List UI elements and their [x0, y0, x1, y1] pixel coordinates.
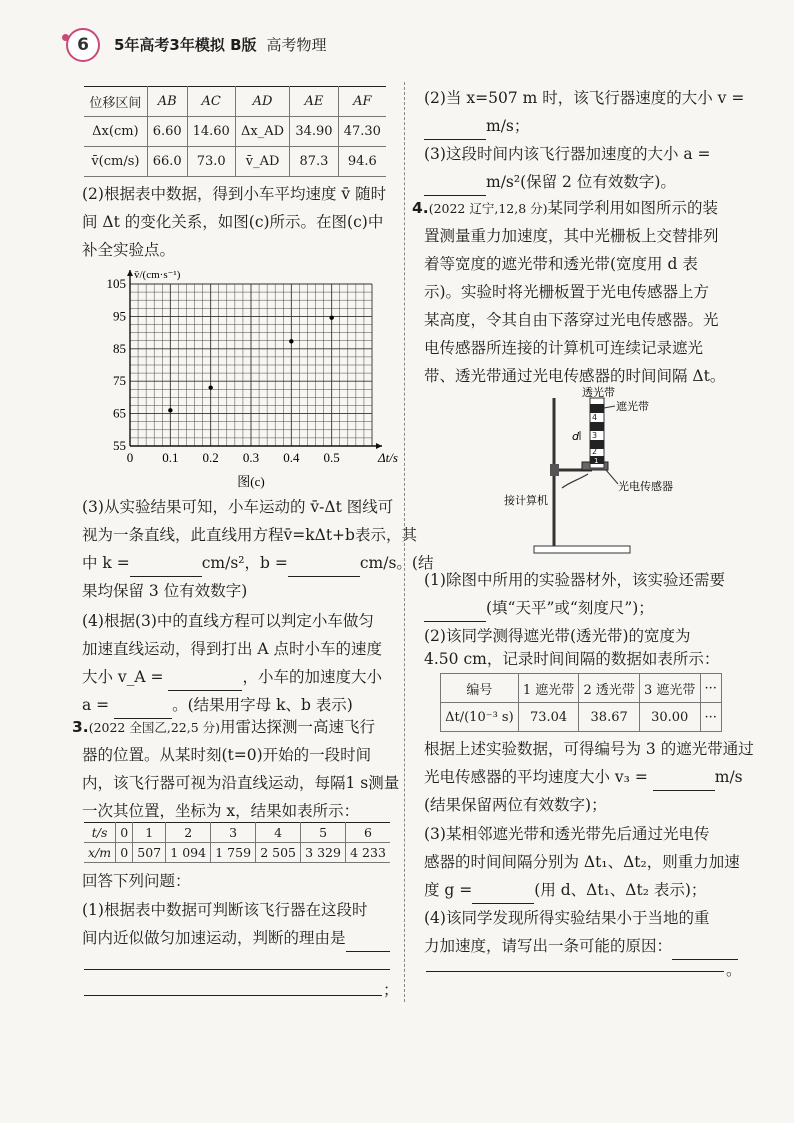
y-tick-label: 55 — [113, 438, 126, 453]
table-cell: 6.60 — [147, 117, 187, 147]
reason-answer-line[interactable] — [84, 968, 390, 970]
block-band — [590, 404, 604, 413]
table-cell: AF — [338, 87, 386, 117]
v3-blank[interactable] — [653, 772, 715, 791]
x-axis-arrow — [376, 443, 382, 449]
semicolon: ； — [383, 981, 399, 999]
table-cell: 94.6 — [338, 147, 386, 177]
text: 度 g = — [424, 881, 473, 899]
table-cell: t/s — [84, 823, 116, 843]
band-number: 1 — [594, 457, 599, 465]
label-transparent-band: 透光带 — [582, 386, 615, 399]
table-cell: 2 透光带 — [579, 674, 640, 703]
table-cell: 73.0 — [187, 147, 235, 177]
q3-source: (2022 全国乙,22,5 分) — [88, 720, 221, 735]
period-mark: 。 — [726, 961, 742, 979]
text: 某同学利用如图所示的装 — [547, 199, 719, 217]
q2-part4-line2: 加速直线运动，得到打出 A 点时小车的速度 — [82, 640, 383, 658]
apparatus-diagram — [470, 384, 710, 564]
q4-part2-line2: 4.50 cm，记录时间间隔的数据如表所示： — [424, 650, 720, 668]
q4-part2-line1: (2)该同学测得遮光带(透光带)的宽度为 — [424, 627, 691, 645]
leader-line — [604, 406, 615, 408]
y-axis-label: v̄/(cm·s⁻¹) — [134, 269, 181, 281]
book-title — [114, 34, 327, 55]
q3-line1 — [72, 713, 375, 742]
table-cell: x/m — [84, 843, 116, 863]
table-row — [441, 674, 722, 703]
table-cell: 6 — [346, 823, 390, 843]
q2-part3-line3 — [82, 549, 433, 577]
chart-title: 图(c) — [237, 474, 265, 489]
q3-part1-line2 — [82, 924, 390, 952]
table-cell: 3 329 — [301, 843, 346, 863]
table-cell: 47.30 — [338, 117, 386, 147]
table-cell: AD — [235, 87, 289, 117]
data-point — [289, 339, 293, 343]
table-cell: 位移区间 — [84, 87, 147, 117]
table-cell: 38.67 — [579, 703, 640, 732]
table-row — [84, 147, 386, 177]
table-row — [84, 87, 386, 117]
table-cell: 2 — [166, 823, 211, 843]
text: 中 k = — [82, 554, 130, 572]
q3-answer-prompt: 回答下列问题： — [82, 872, 191, 890]
q4-part4-line2 — [424, 932, 738, 960]
table-cell: 66.0 — [147, 147, 187, 177]
q2-part2-line2: 间 Δt 的变化关系，如图(c)所示。在图(c)中 — [82, 213, 384, 231]
q4-source: (2022 辽宁,12,8 分) — [428, 201, 548, 216]
table-cell: 4 233 — [346, 843, 390, 863]
y-tick-label: 85 — [113, 340, 126, 356]
q2-part4-line1: (4)根据(3)中的直线方程可以判定小车做匀 — [82, 612, 374, 630]
q2-part3-line2: 视为一条直线，此直线用方程v̄=kΔt+b表示，其 — [82, 526, 417, 544]
q4-line4: 示)。实验时将光栅板置于光电传感器上方 — [424, 283, 710, 301]
text: 。(结果用字母 k、b 表示) — [172, 696, 353, 714]
text: a = — [82, 696, 110, 714]
table-cell: 3 遮光带 — [639, 674, 700, 703]
d-label: d — [572, 430, 579, 443]
table-cell: 3 — [211, 823, 256, 843]
x-tick-label: 0 — [126, 450, 134, 465]
text: 间内近似做匀加速运动，判断的理由是 — [82, 929, 346, 947]
data-point — [168, 408, 172, 412]
q4-part1-line2 — [424, 594, 654, 622]
table-cell: Δx_AD — [235, 117, 289, 147]
q4-line6: 电传感器所连接的计算机可连续记录遮光 — [424, 339, 704, 357]
book-subtitle: 高考物理 — [266, 36, 327, 54]
text: (用 d、Δt₁、Δt₂ 表示)； — [534, 881, 707, 899]
text: 用雷达探测一高速飞行 — [220, 718, 376, 736]
q2-part2-line3: 补全实验点。 — [82, 241, 176, 259]
q3-part2-line1: (2)当 x=507 m 时，该飞行器速度的大小 v = — [424, 89, 745, 107]
y-tick-label: 95 — [113, 308, 126, 324]
table-cell: 14.60 — [187, 117, 235, 147]
text: m/s²(保留 2 位有效数字)。 — [486, 173, 676, 191]
table-cell: AC — [187, 87, 235, 117]
text: 力加速度，请写出一条可能的原因： — [424, 937, 673, 955]
label-blocking-band: 遮光带 — [616, 400, 649, 413]
k-answer-blank[interactable] — [130, 558, 202, 577]
table-row — [84, 117, 386, 147]
velocity-blank[interactable] — [424, 121, 486, 140]
b-answer-blank[interactable] — [288, 558, 360, 577]
q4-number: 4. — [412, 199, 429, 217]
stand-base — [534, 546, 630, 553]
text: (填“天平”或“刻度尺”)； — [486, 599, 654, 617]
equipment-blank[interactable] — [424, 603, 486, 622]
q2-part3-line4: 果均保留 3 位有效数字) — [82, 582, 248, 600]
g-blank[interactable] — [472, 885, 534, 904]
q4-part3-line1: (3)某相邻遮光带和透光带先后通过光电传 — [424, 825, 710, 843]
q4-calc-line2 — [424, 763, 743, 791]
data-point — [208, 385, 212, 389]
band-number: 4 — [592, 413, 598, 422]
label-sensor: 光电传感器 — [618, 480, 673, 493]
radar-position-table — [84, 822, 390, 863]
page-number: 6 — [66, 28, 100, 62]
reason-blank[interactable] — [346, 933, 390, 952]
table-cell: Δx(cm) — [84, 117, 147, 147]
y-tick-label: 75 — [113, 373, 126, 389]
data-point — [329, 315, 333, 319]
q3-part3-line2 — [424, 168, 676, 196]
band-number: 3 — [592, 431, 598, 440]
x-tick-label: 0.3 — [242, 450, 260, 465]
q4-line1 — [412, 194, 718, 223]
table-cell: AE — [290, 87, 338, 117]
table-cell: 507 — [133, 843, 166, 863]
q4-line7: 带、透光带通过光电传感器的时间间隔 Δt。 — [424, 367, 726, 385]
clamp — [550, 464, 559, 476]
table-cell: 1 094 — [166, 843, 211, 863]
table-cell: 73.04 — [518, 703, 579, 732]
x-tick-label: 0.5 — [323, 450, 340, 465]
table-cell: ··· — [700, 674, 721, 703]
book-title-text: 5年高考3年模拟 B版 — [114, 36, 257, 54]
text: cm/s。(结 — [359, 554, 434, 572]
table-cell: 编号 — [441, 674, 519, 703]
table-cell: v̄_AD — [235, 147, 289, 177]
table-cell: Δt/(10⁻³ s) — [441, 703, 519, 732]
x-tick-label: 0.4 — [283, 450, 300, 465]
table-row — [84, 843, 390, 863]
text: cm/s²，b = — [201, 554, 288, 572]
table-cell: 2 505 — [256, 843, 301, 863]
q4-calc-line3: (结果保留两位有效数字)； — [424, 796, 607, 814]
y-tick-label: 65 — [113, 405, 126, 421]
q4-line3: 着等宽度的遮光带和透光带(宽度用 d 表 — [424, 255, 698, 273]
reason-answer-line[interactable] — [426, 970, 724, 972]
label-computer: 接计算机 — [504, 494, 548, 507]
table-cell: 0 — [116, 823, 133, 843]
table-cell: 1 遮光带 — [518, 674, 579, 703]
va-answer-blank[interactable] — [168, 672, 242, 691]
page-header — [66, 28, 766, 68]
table-cell: 34.90 — [290, 117, 338, 147]
table-row — [84, 823, 390, 843]
band-number: 2 — [592, 447, 598, 456]
q3-line2: 器的位置。从某时刻(t=0)开始的一段时间 — [82, 746, 372, 764]
cable — [562, 474, 588, 488]
table-cell: v̄(cm/s) — [84, 147, 147, 177]
velocity-time-chart — [96, 262, 398, 494]
q2-part3-line1: (3)从实验结果可知，小车运动的 v̄-Δt 图线可 — [82, 498, 394, 516]
x-axis-label: Δt/s — [378, 450, 398, 465]
q4-line2: 置测量重力加速度，其中光栅板上交替排列 — [424, 227, 719, 245]
q3-part2-line2 — [424, 112, 529, 140]
q4-part3-line3 — [424, 876, 706, 904]
q2-part4-line3 — [82, 663, 382, 691]
table-cell: 0 — [116, 843, 133, 863]
q3-part3-line1: (3)这段时间内该飞行器加速度的大小 a = — [424, 145, 711, 163]
table-row — [441, 703, 722, 732]
text: 光电传感器的平均速度大小 v₃ = — [424, 768, 648, 786]
y-tick-label: 105 — [106, 276, 126, 291]
table-cell: 1 — [133, 823, 166, 843]
table-cell: 5 — [301, 823, 346, 843]
table-cell: 4 — [256, 823, 301, 843]
table-cell: ··· — [700, 703, 721, 732]
text: ，小车的加速度大小 — [242, 668, 382, 686]
leader-line — [606, 470, 618, 484]
q4-part3-line2: 感器的时间间隔分别为 Δt₁、Δt₂，则重力加速 — [424, 853, 740, 871]
table-cell: 30.00 — [639, 703, 700, 732]
q3-line4: 一次其位置，坐标为 x，结果如表所示： — [82, 802, 360, 820]
reason-answer-line[interactable] — [84, 994, 382, 996]
table-cell: 87.3 — [290, 147, 338, 177]
q4-part1-line1: (1)除图中所用的实验器材外，该实验还需要 — [424, 571, 725, 589]
time-interval-table — [440, 673, 722, 732]
q3-number: 3. — [72, 718, 89, 736]
x-tick-label: 0.1 — [162, 450, 179, 465]
y-axis-arrow — [127, 270, 133, 276]
text: 大小 v_A = — [82, 668, 164, 686]
q2-part2-line1: (2)根据表中数据，得到小车平均速度 v̄ 随时 — [82, 185, 387, 203]
q3-line3: 内，该飞行器可视为沿直线运动，每隔1 s测量 — [82, 774, 400, 792]
table-cell: 1 759 — [211, 843, 256, 863]
table-cell: AB — [147, 87, 187, 117]
q4-part4-line1: (4)该同学发现所得实验结果小于当地的重 — [424, 909, 710, 927]
text: m/s — [714, 768, 743, 786]
text: m/s； — [486, 117, 530, 135]
q4-line5: 某高度，令其自由下落穿过光电传感器。光 — [424, 311, 719, 329]
x-tick-label: 0.2 — [202, 450, 219, 465]
displacement-table — [84, 86, 386, 177]
block-band — [590, 422, 604, 431]
q4-calc-line1: 根据上述实验数据，可得编号为 3 的遮光带通过 — [424, 740, 754, 758]
q3-part1-line1: (1)根据表中数据可判断该飞行器在这段时 — [82, 901, 368, 919]
